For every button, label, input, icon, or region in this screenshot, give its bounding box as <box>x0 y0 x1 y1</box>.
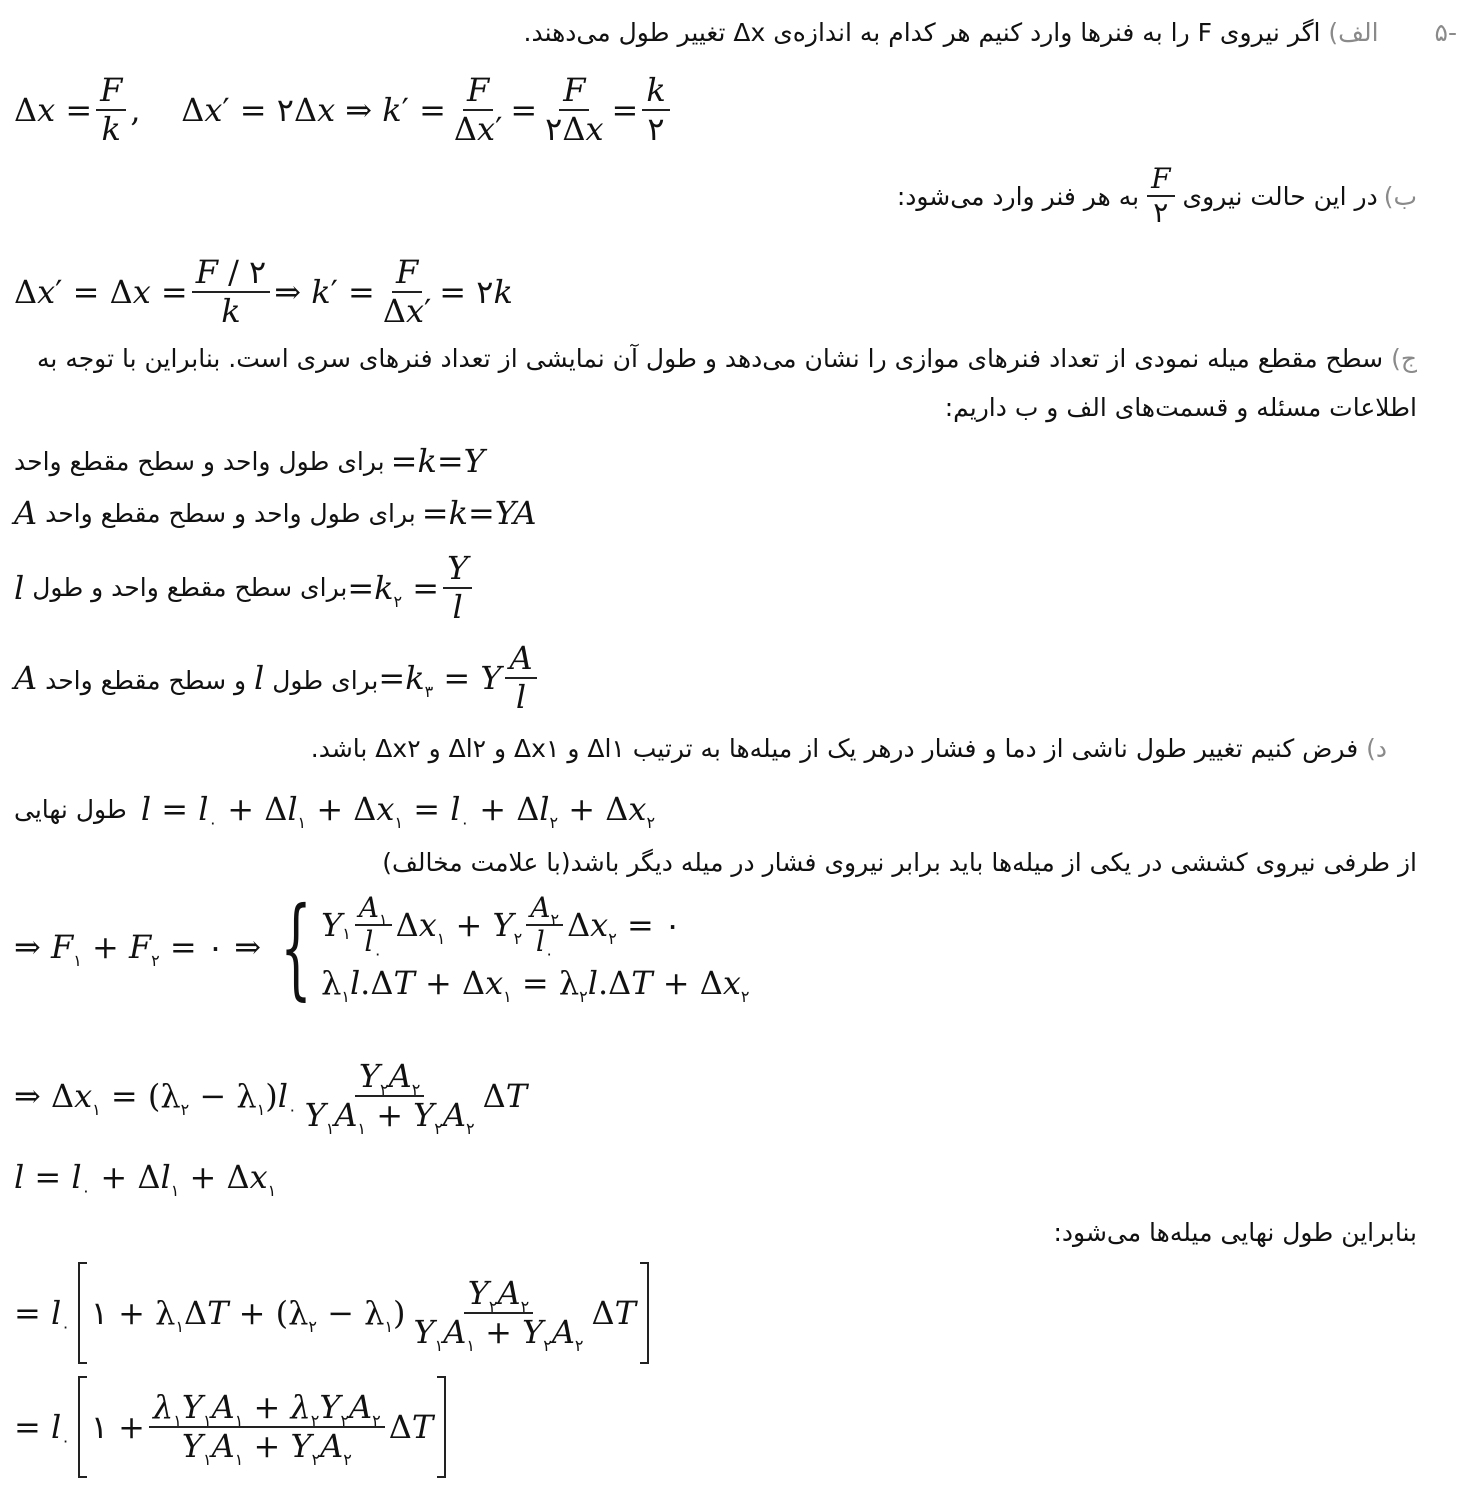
force-text: از طرفی نیروی کششی در یکی از میله‌ها باید برابر نیروی فشار در میله دیگر باشد(با علامت مخالف) <box>382 848 1417 877</box>
l-equation: $l = l_۰ + \Delta l_۱ + \Delta x_۱$ <box>14 1158 277 1200</box>
part-d-line <box>311 734 1387 763</box>
question-number: -۵ <box>1434 18 1457 47</box>
final-length-line: طول نهایی $l = l_۰ + \Delta l_۱ + \Delta x_۱ = l_۰ + \Delta l_۲ + \Delta x_۲$ <box>14 790 656 832</box>
conclusion-line <box>1053 1218 1417 1247</box>
part-a-line <box>524 18 1458 47</box>
dx-equation: ⇒ $\Delta x_۱ = (\lambda_۲ - \lambda_۱)l_۰$ $\frac{Y_۲A_۲}{Y_۱A_۱ + Y_۲A_۲}$ ΔT <box>14 1057 528 1138</box>
part-d-text: فرض کنیم تغییر طول ناشی از دما و فشار درهر یک از میله‌ها به ترتیب Δl۱ و Δx۱ و Δl۲ و Δx۲ باشد. <box>310 734 1359 763</box>
system-block: ⇒ $F_۱ + F_۲$ = ۰ ⇒ { Y ۱ $\frac{A_۱}{l_۰}$ $\Delta x_۱ + Y_۲$ $\frac{A_۲}{l_۰}$ $\Delta x_۲$ = ۰ $\lambda_۱l.\Delta T + \Delta x_۱ = \lambda_۲l.\Delta T + \Delta x_۲$ <box>14 883 750 1012</box>
part-c-text2: اطلاعات مسئله و قسمت‌های الف و ب داریم: <box>944 393 1417 422</box>
k4-line: A برای طول l و سطح مقطع واحد $=k_۳ = Y$ $\frac{A}{l}$ <box>14 640 541 716</box>
final-length-label: طول نهایی <box>14 794 127 824</box>
k3-line: l برای سطح مقطع واحد و طول $=k_۲$ = $\frac{Y}{l}$ <box>14 550 476 626</box>
k1-line: برای طول واحد و سطح مقطع واحد =k=Y <box>14 442 485 480</box>
part-a-text: اگر نیروی F را به فنرها وارد کنیم هر کدام به اندازه‌ی Δx تغییر طول می‌دهند. <box>523 18 1321 47</box>
part-a-equation: Δx = $\frac{F}{k}$ , Δx′ = ۲Δx ⇒ k′ = $\frac{F}{\Delta x'}$ = $\frac{F}{۲\Delta x}$ = $\frac{k}{۲}$ <box>14 72 674 148</box>
conclusion-text: بنابراین طول نهایی میله‌ها می‌شود: <box>1053 1218 1417 1247</box>
part-b-equation: Δx′ = Δx = $\frac{F / ۲}{k}$ ⇒ k′ = $\frac{F}{\Delta x'}$ = ۲k <box>14 253 513 330</box>
part-b-line: ب) در این حالت نیروی $\frac{F}{۲}$ به هر فنر وارد می‌شود: <box>896 162 1417 230</box>
k2-line: A برای طول واحد و سطح مقطع واحد =k=YA <box>14 494 537 532</box>
part-b-label: ب) <box>1383 181 1417 211</box>
result-1: = $l_۰$ ۱ + $\lambda_۱\Delta T + (\lambda_۲ - \lambda_۱)$ $\frac{Y_۲A_۲}{Y_۱A_۱ + Y_۲A_۲}$ ΔT <box>14 1262 649 1364</box>
part-d-label: د) <box>1366 734 1387 763</box>
result-2: = $l_۰$ ۱ + $\frac{\lambda_۱Y_۱A_۱ + \lambda_۲Y_۲A_۲}{Y_۱A_۱ + Y_۲A_۲}$ ΔT <box>14 1376 446 1478</box>
part-c-line1 <box>37 344 1417 373</box>
part-c-text1: سطح مقطع میله نمودی از تعداد فنرهای موازی را نشان می‌دهد و طول آن نمایشی از تعداد فنرهای سری است. بنابراین با توجه به <box>37 344 1384 373</box>
force-text-line <box>382 848 1417 877</box>
part-a-label: الف) <box>1328 18 1379 47</box>
part-c-label: ج) <box>1391 344 1417 373</box>
part-c-line2 <box>945 393 1417 422</box>
